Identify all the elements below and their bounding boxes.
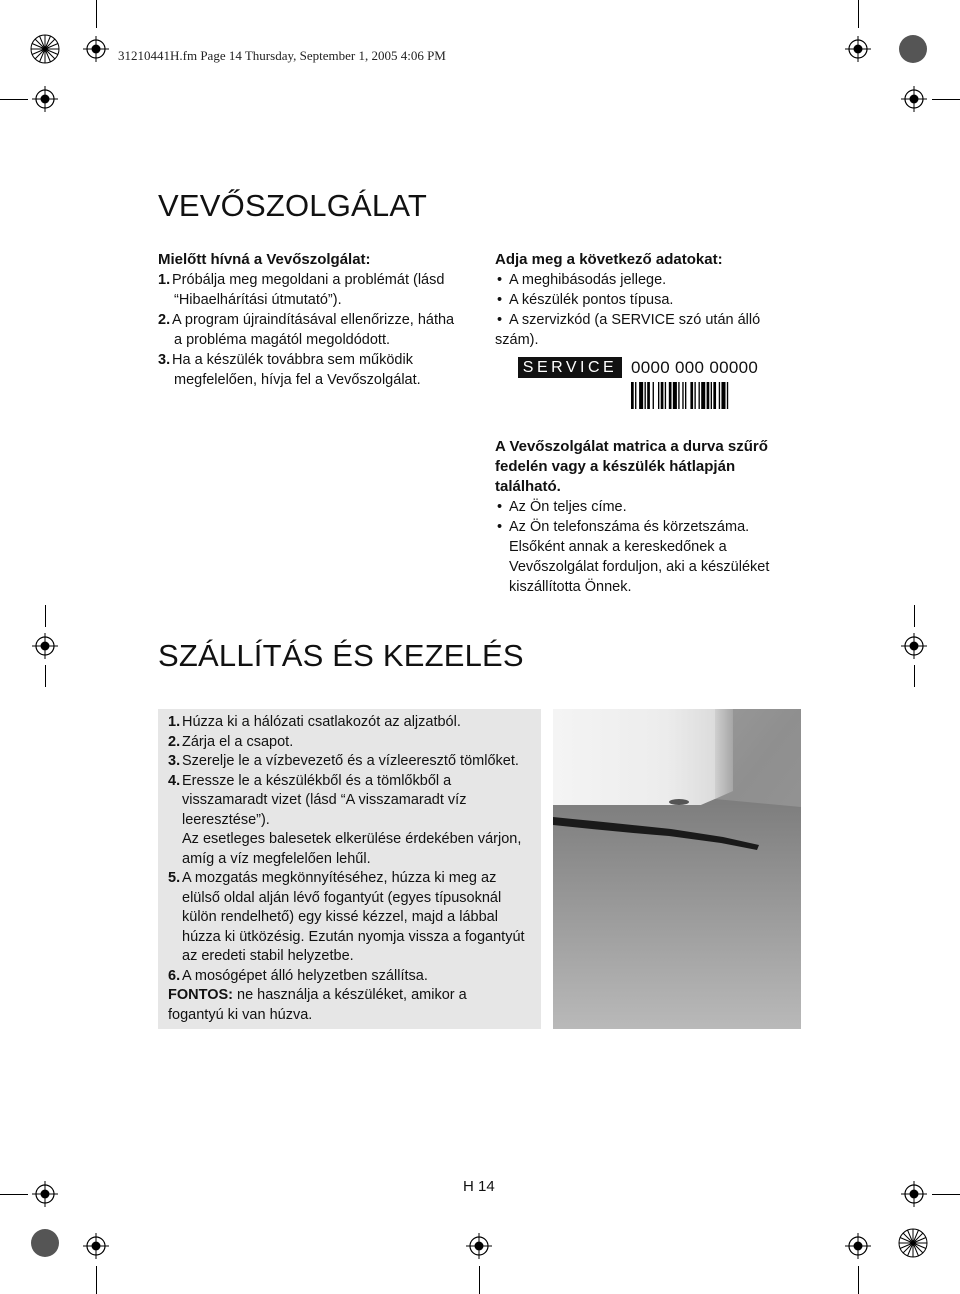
starburst-mark-icon [898,1228,928,1258]
handle-photo [553,709,801,1029]
list-item [158,350,478,390]
before-calling-block [158,250,478,390]
crop-line [45,665,46,687]
barcode-bar [647,382,650,409]
before-calling-heading: Mielőtt hívná a Vevőszolgálat: [158,251,371,268]
crop-line [45,605,46,627]
list-number: 2. [168,733,181,750]
crop-line [914,605,915,627]
registration-mark-icon [32,1181,58,1207]
list-text: Próbálja meg megoldani a problémát (lásd [172,272,445,288]
gray-dot-mark-icon [30,1228,60,1258]
list-text: A mozgatás megkönnyítéséhez, húzza ki meg az [182,870,497,886]
list-number: 1. [168,714,181,730]
barcode-bar [719,382,720,409]
sticker-note-heading: fedelén vagy a készülék hátlapján [495,458,736,475]
barcode-bar [639,382,643,409]
barcode-bar [669,382,672,409]
barcode-bar [665,382,666,409]
list-text: A meghibásodás jellege. [509,272,667,288]
starburst-mark-icon [30,34,60,64]
list-number: 2. [158,312,171,328]
list-number: 6. [168,967,181,984]
provide-data-block [495,250,825,350]
barcode-bar [645,382,646,409]
barcode-bar [690,382,693,409]
list-number: 5. [168,870,181,886]
bullet-icon: • [497,272,503,288]
service-sticker [518,357,763,415]
barcode-bar [699,382,700,409]
list-item [495,290,825,310]
crop-line [0,1194,28,1195]
registration-mark-icon [32,86,58,112]
list-item [158,270,478,310]
list-number: 3. [158,352,171,368]
important-text: ne használja a készüléket, amikor a [232,987,467,1003]
barcode-bar [658,382,659,409]
barcode-bar [635,382,636,409]
list-text: A program újraindításával ellenőrizze, hátha [172,312,455,328]
barcode-bar [711,382,712,409]
crop-line [914,665,915,687]
list-text: szám). [495,332,539,348]
barcode-bar [685,382,686,409]
list-item [168,869,531,967]
list-text: megfelelően, hívja fel a Vevőszolgálat. [174,372,421,388]
registration-mark-icon [901,1181,927,1207]
list-item [168,713,531,733]
service-code: 0000 000 00000 [631,358,759,377]
list-text: a probléma magától megoldódott. [174,332,391,348]
file-info-header: 31210441H.fm Page 14 Thursday, September 1, 2005 4:06 PM [118,48,446,63]
crop-line [858,0,859,28]
bullet-icon: • [497,499,503,515]
barcode-bar [694,382,695,409]
list-number: 4. [168,772,181,789]
list-text: Húzza ki a hálózati csatlakozót az aljzatból. [182,714,461,730]
dealer-note: Elsőként annak a kereskedőnek a [509,539,727,555]
registration-mark-icon [32,633,58,659]
list-text: Az Ön teljes címe. [509,499,627,515]
transport-instructions-box [158,709,541,1029]
list-item [168,967,531,987]
list-text: Az Ön telefonszáma és körzetszáma. [509,519,750,535]
provide-data-heading: Adja meg a következő adatokat: [495,251,723,268]
registration-mark-icon [83,1233,109,1259]
registration-mark-icon [83,36,109,62]
sticker-note-heading: A Vevőszolgálat matrica a durva szűrő [495,438,768,455]
list-text: visszamaradt vizet (lásd “A visszamaradt víz [182,792,467,808]
list-text: az eredeti stabil helyzetbe. [182,948,354,964]
barcode-bar [682,382,683,409]
important-text: fogantyú ki van húzva. [168,1006,313,1023]
list-text: külön rendelhető) egy kissé kézzel, majd a lábbal [182,909,498,925]
barcode-bar [653,382,654,409]
dealer-note: Vevőszolgálat forduljon, aki a készüléket [509,559,770,575]
barcode-bar [721,382,725,409]
crop-line [932,1194,960,1195]
registration-mark-icon [901,86,927,112]
list-text: Eressze le a készülékből és a tömlőkből a [182,772,452,789]
sticker-note-heading: található. [495,478,561,495]
list-item [158,310,478,350]
list-number: 3. [168,753,181,769]
list-text: A szervizkód (a SERVICE szó után álló [509,312,761,328]
list-text: leeresztése”). [182,811,270,828]
list-text: amíg a víz megfelelően lehűl. [182,850,371,867]
list-text: elülső oldal alján lévő fogantyút (egyes típusoknál [182,889,502,906]
list-item [168,772,531,870]
barcode-bar [701,382,705,409]
bullet-icon: • [497,519,503,535]
bullet-icon: • [497,292,503,308]
list-number: 1. [158,272,171,288]
list-text: A mosógépet álló helyzetben szállítsa. [182,967,428,984]
registration-mark-icon [845,36,871,62]
important-label: FONTOS: [168,987,233,1003]
barcode-bar [661,382,664,409]
list-item [168,752,531,772]
list-item [495,310,825,330]
list-item [495,517,825,537]
section-title-transport: SZÁLLÍTÁS ÉS KEZELÉS [158,638,524,673]
registration-mark-icon [466,1233,492,1259]
list-text: Ha a készülék továbbra sem működik [172,352,413,368]
crop-line [0,99,28,100]
crop-line [858,1266,859,1294]
service-label: SERVICE [518,357,622,378]
barcode-bar [678,382,679,409]
crop-line [96,0,97,28]
page-number: H 14 [463,1178,495,1195]
important-note [168,986,531,1006]
list-text: “Hibaelhárítási útmutató”). [174,292,342,308]
barcode-bar [707,382,710,409]
section-title-customer-service: VEVŐSZOLGÁLAT [158,188,428,223]
list-text: A készülék pontos típusa. [509,292,674,308]
list-text: Az esetleges balesetek elkerülése érdekében várjon, [182,831,522,847]
list-item [495,497,825,517]
list-text: húzza ki ütközésig. Ezután nyomja vissza a fogantyút [182,928,525,945]
barcode-bar [673,382,677,409]
registration-mark-icon [901,633,927,659]
list-item [168,733,531,753]
list-text: Szerelje le a vízbevezető és a vízleeresztő tömlőket. [182,753,519,769]
crop-line [479,1266,480,1294]
gray-dot-mark-icon [898,34,928,64]
barcode-bar [631,382,634,409]
barcode-icon [631,382,762,409]
crop-line [96,1266,97,1294]
barcode-bar [713,382,716,409]
list-text: Zárja el a csapot. [182,733,294,750]
registration-mark-icon [845,1233,871,1259]
bullet-icon: • [497,312,503,328]
crop-line [932,99,960,100]
list-item [495,270,825,290]
sticker-location-block [495,437,825,597]
dealer-note: kiszállította Önnek. [509,579,632,595]
barcode-bar [727,382,728,409]
